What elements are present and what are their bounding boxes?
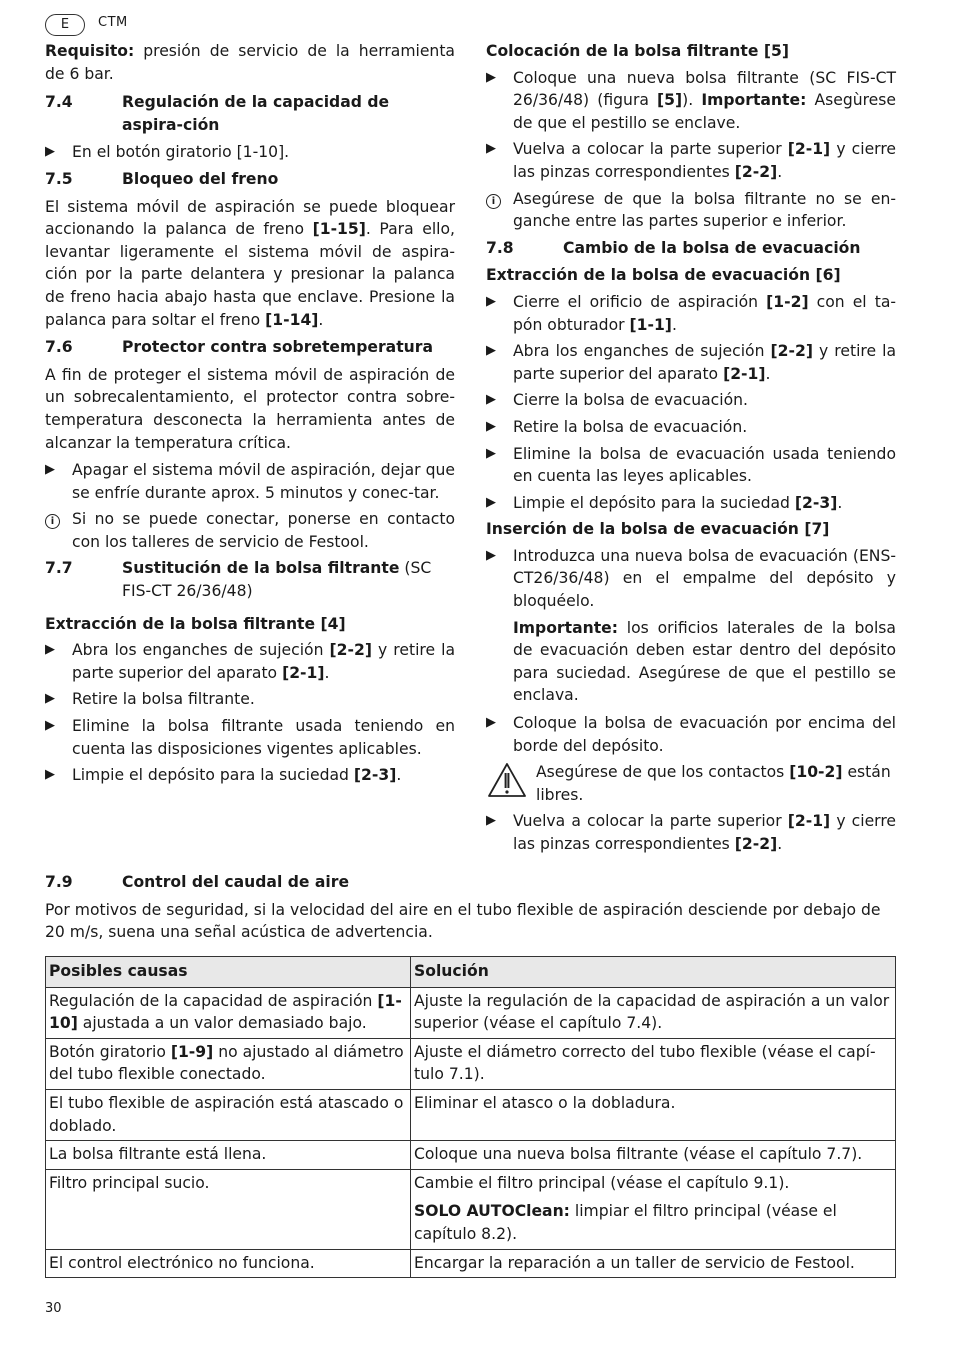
section-7-5-heading: 7.5 Bloqueo del freno (45, 169, 279, 188)
list-item: ▶ Apagar el sistema móvil de aspiración, dejar que se enfríe durante aprox. 5 minutos y conec-tar. (45, 459, 455, 504)
left-column (45, 40, 455, 791)
info-icon: i (486, 194, 501, 209)
troubleshooting-table (45, 956, 896, 1278)
subheading-filter-removal: Extracción de la bolsa filtrante [4] (45, 614, 346, 633)
list-item: ▶ En el botón giratorio [1-10]. (45, 141, 455, 164)
section-7-9 (45, 871, 896, 949)
bullet-arrow-icon: ▶ (45, 767, 55, 783)
list-item: ▶ Limpie el depósito para la suciedad [2-3]. (486, 492, 896, 515)
bullet-arrow-icon: ▶ (486, 494, 496, 510)
section-7-6-heading: 7.6 Protector contra sobretemperatura (45, 338, 433, 357)
warning-triangle-icon (486, 761, 528, 799)
table-cell: Regulación de la capacidad de aspiración [1-10] ajustada a un valor demasiado bajo. (46, 987, 411, 1038)
section-7-4-heading: 7.4 Regulación de la capacidad de aspira-ción (45, 93, 390, 134)
bullet-arrow-icon: ▶ (486, 445, 496, 461)
list-item: ▶ Vuelva a colocar la parte superior [2-1] y cierre las pinzas correspondientes [2-2]. (486, 138, 896, 183)
table-row (46, 1249, 896, 1278)
brake-paragraph: El sistema móvil de aspiración se puede bloquear accionando la palanca de freno [1-15]. Para ello, levantar ligeramente el sistema móvil de aspira-ción por la parte delantera y presionar la palanca de freno hacia abajo hasta que enclave. Presione la palanca para soltar el freno [1-14]. (45, 197, 455, 329)
bullet-arrow-icon: ▶ (486, 69, 496, 85)
section-7-7-heading: 7.7 Sustitución de la bolsa filtrante (SC FIS-CT 26/36/48) (45, 559, 432, 601)
bullet-arrow-icon: ▶ (45, 144, 55, 160)
table-cell: Eliminar el atasco o la dobladura. (411, 1089, 896, 1140)
airflow-paragraph: Por motivos de seguridad, si la velocidad del aire en el tubo flexible de aspiración desciende por debajo de 20 m/s, suena una señal acústica de advertencia. (45, 900, 881, 942)
info-note: i Si no se puede conectar, ponerse en contacto con los talleres de servicio de Festool. (45, 508, 455, 553)
bullet-arrow-icon: ▶ (45, 462, 55, 478)
column-header: Posibles causas (46, 957, 411, 988)
list-item: ▶ Cierre la bolsa de evacuación. (486, 389, 896, 412)
bullet-arrow-icon: ▶ (45, 642, 55, 658)
bullet-arrow-icon: ▶ (486, 715, 496, 731)
table-header-row (46, 957, 896, 988)
bullet-arrow-icon: ▶ (486, 813, 496, 829)
table-cell: Botón giratorio [1-9] no ajustado al diámetro del tubo flexible conectado. (46, 1038, 411, 1089)
table-row (46, 1038, 896, 1089)
bullet-arrow-icon: ▶ (486, 141, 496, 157)
bullet-arrow-icon: ▶ (486, 343, 496, 359)
list-item: ▶ Elimine la bolsa de evacuación usada teniendo en cuenta las leyes aplicables. (486, 443, 896, 488)
bullet-arrow-icon: ▶ (486, 418, 496, 434)
model-label: CTM (98, 15, 128, 30)
table-cell: El tubo flexible de aspiración está atascado o doblado. (46, 1089, 411, 1140)
list-item: ▶ Coloque la bolsa de evacuación por encima del borde del depósito. (486, 712, 896, 757)
list-item: ▶ Introduzca una nueva bolsa de evacuación (ENS-CT26/36/48) en el empalme del depósito y bloquéelo. (486, 545, 896, 613)
table-row (46, 987, 896, 1038)
table-cell: La bolsa filtrante está llena. (46, 1141, 411, 1170)
table-cell: Coloque una nueva bolsa filtrante (véase el capítulo 7.7). (411, 1141, 896, 1170)
table-row (46, 1141, 896, 1170)
list-item: ▶ Abra los enganches de sujeción [2-2] y retire la parte superior del aparato [2-1]. (45, 639, 455, 684)
right-column (486, 40, 896, 860)
page-number: 30 (45, 1301, 62, 1316)
bullet-arrow-icon: ▶ (486, 293, 496, 309)
subheading-disposal-removal: Extracción de la bolsa de evacuación [6] (486, 266, 841, 285)
list-item: ▶ Limpie el depósito para la suciedad [2-3]. (45, 764, 455, 787)
bullet-arrow-icon: ▶ (45, 718, 55, 734)
subheading-filter-insertion: Colocación de la bolsa filtrante [5] (486, 42, 789, 60)
list-item: ▶ Retire la bolsa filtrante. (45, 688, 455, 711)
requirement-paragraph: Requisito: presión de servicio de la herramienta de 6 bar. (45, 42, 455, 83)
subheading-disposal-insertion: Inserción de la bolsa de evacuación [7] (486, 520, 830, 539)
table-row (46, 1089, 896, 1140)
bullet-arrow-icon: ▶ (486, 547, 496, 563)
column-header: Solución (411, 957, 896, 988)
section-7-9-heading: 7.9 Control del caudal de aire (45, 873, 350, 891)
list-item: ▶ Retire la bolsa de evacuación. (486, 416, 896, 439)
info-icon: i (45, 514, 60, 529)
list-item: ▶ Elimine la bolsa filtrante usada teniendo en cuenta las disposiciones vigentes aplicables. (45, 715, 455, 760)
table-cell: Ajuste el diámetro correcto del tubo flexible (véase el capí-tulo 7.1). (411, 1038, 896, 1089)
section-7-8-heading: 7.8 Cambio de la bolsa de evacuación (486, 238, 861, 257)
table-row (46, 1169, 896, 1249)
important-note: Importante: los orificios laterales de la bolsa de evacuación deben estar dentro del depósito para suciedad. Asegúrese de que el pestillo se enclava. (513, 618, 896, 705)
info-note: i Asegúrese de que la bolsa filtrante no se en-ganche entre las partes superior e inferior. (486, 188, 896, 233)
table-cell: Ajuste la regulación de la capacidad de aspiración a un valor superior (véase el capítulo 7.4). (411, 987, 896, 1038)
table-cell: El control electrónico no funciona. (46, 1249, 411, 1278)
warning-note: Asegúrese de que los contactos [10-2] están libres. (486, 761, 896, 806)
overheat-paragraph: A fin de proteger el sistema móvil de aspiración de un sobrecalentamiento, el protector contra sobre-temperatura desconecta la herramienta antes de alcanzar la temperatura crítica. (45, 365, 455, 452)
list-item: ▶ Coloque una nueva bolsa filtrante (SC FIS-CT 26/36/48) (figura [5]). Importante: Asegùrese de que el pestillo se enclave. (486, 67, 896, 135)
language-badge: E (45, 14, 85, 36)
list-item: ▶ Cierre el orificio de aspiración [1-2] con el ta-pón obturador [1-1]. (486, 291, 896, 336)
table-cell: Encargar la reparación a un taller de servicio de Festool. (411, 1249, 896, 1278)
list-item: ▶ Abra los enganches de sujeción [2-2] y retire la parte superior del aparato [2-1]. (486, 340, 896, 385)
bullet-arrow-icon: ▶ (486, 392, 496, 408)
bullet-arrow-icon: ▶ (45, 691, 55, 707)
list-item: ▶ Vuelva a colocar la parte superior [2-1] y cierre las pinzas correspondientes [2-2]. (486, 810, 896, 855)
table-cell: Cambie el filtro principal (véase el capítulo 9.1). SOLO AUTOClean: limpiar el filtro principal (véase el capítulo 8.2). (411, 1169, 896, 1249)
table-cell: Filtro principal sucio. (46, 1169, 411, 1249)
